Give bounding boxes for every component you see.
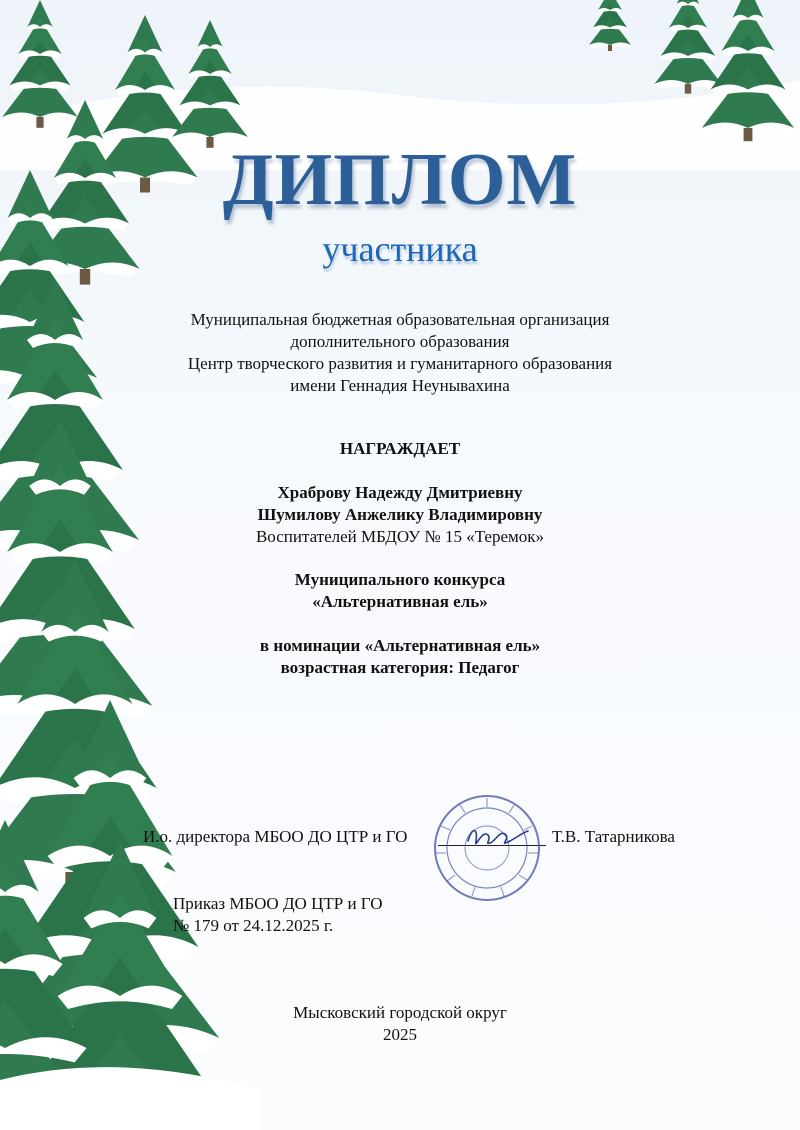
organization-block [100,309,700,397]
diploma-subtitle: участника [322,229,478,269]
order-line: Приказ МБОО ДО ЦТР и ГО [173,894,383,913]
awards-label: НАГРАЖДАЕТ [339,439,461,458]
footer-location: Мысковский городской округ [293,1003,507,1022]
organization-line: имени Геннадия Неунывахина [290,376,510,395]
organization-line: дополнительного образования [290,332,510,351]
contest-line: Муниципального конкурса [294,570,506,589]
signatory-position: И.о. директора МБОО ДО ЦТР и ГО [143,827,408,846]
footer-year: 2025 [383,1025,417,1044]
recipient-name: Храброву Надежду Дмитриевну [277,483,523,502]
recipient-name: Шумилову Анжелику Владимировну [257,505,543,524]
order-line: № 179 от 24.12.2025 г. [173,916,334,935]
contest-block [100,569,700,613]
official-stamp [430,793,544,903]
order-reference [173,893,382,937]
organization-line: Муниципальная бюджетная образовательная организация [190,310,610,329]
nomination-block [100,635,700,679]
diploma-title: ДИПЛОМ [222,139,578,221]
footer-block [200,1002,600,1046]
recipients-block [100,482,700,548]
contest-line: «Альтернативная ель» [312,592,488,611]
nomination-line: в номинации «Альтернативная ель» [259,636,541,655]
organization-line: Центр творческого развития и гуманитарного образования [187,354,613,373]
signatory-name: Т.В. Татарникова [552,827,675,846]
recipients-role: Воспитателей МБДОУ № 15 «Теремок» [255,527,545,546]
nomination-line: возрастная категория: Педагог [280,658,520,677]
